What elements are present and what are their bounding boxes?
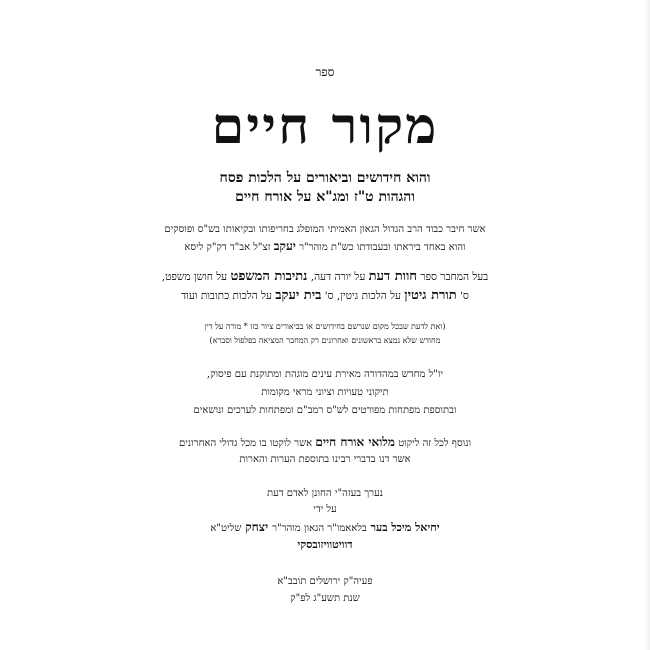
books-line-1-mid: על יורה דעה, xyxy=(310,271,366,283)
editor-name: יחיאל מיכל בער xyxy=(370,521,440,534)
books-line-1-pre: בעל המחבר ספר xyxy=(420,271,489,283)
books-line-2-mid: על הלכות גיטין, ס' xyxy=(324,290,401,302)
arranged-line-3-mid: בלאאמו"ר הגאון מוהר"ר xyxy=(272,523,367,534)
books-line-2-pre: ס' xyxy=(460,290,469,302)
publication-place: פעיה"ק ירושלים תובב"א xyxy=(277,576,373,587)
book-title: מקור חיים xyxy=(211,96,439,155)
book-torat-gittin: תורת גיטין xyxy=(404,288,457,303)
book-miluei-orach-chaim: מלואי אורח חיים xyxy=(315,435,396,449)
books-line-1-post: על חושן משפט, xyxy=(161,271,228,283)
author-line-1: אשר חיבר כבוד הרב הגדול הגאון האמיתי המופלג בחריפותו ובקיאותו בש"ס ופוסקים xyxy=(164,224,486,235)
author-line-2-pre: והוא באחד ביראתו ובעבודתו כש"ת מוהר"ר xyxy=(299,242,466,253)
edition-line-3: ובתוספת מפתחות מפורטים לש"ס רמב"ם ומפתחות לערכים ונושאים xyxy=(193,405,457,416)
note-line-2: מחודש שלא נמצא בראשונים ואחרונים רק המחבר המציאה בפלפול וסברא) xyxy=(209,336,441,345)
book-chavot-daat: חוות דעת xyxy=(368,269,417,284)
subtitle-line-2: והגהות ט"ז ומג"א על אורח חיים xyxy=(235,189,415,205)
addition-line-2: אשר דנו בדברי רבינו בתוספת הערות והארות xyxy=(239,454,411,465)
subtitle-line-1: והוא חידושים וביאורים על הלכות פסח xyxy=(219,170,431,186)
addition-line-1-pre: ונוסף לכל זה ליקוט xyxy=(398,438,472,449)
books-line-2-post: על הלכות כתובות ועוד xyxy=(181,290,272,302)
books-line-1 xyxy=(0,270,650,284)
author-name: יעקב xyxy=(273,239,296,253)
edition-line-2: תיקוני טעויות וציוני מראי מקומות xyxy=(261,387,389,398)
edition-line-1: יו"ל מחדש במהדורה מאירת עינים מוגהת ומתוקנת עם פיסוק, xyxy=(206,369,444,380)
book-beit-yaakov: בית יעקב xyxy=(275,288,322,303)
author-line-2-post: זצ"ל אב"ד דק"ק ליסא xyxy=(184,242,271,253)
publication-year: שנת תשע"ג לפ"ק xyxy=(290,593,360,604)
arranged-line-3 xyxy=(0,521,650,534)
editor-surname: דוויטוויזובסקי xyxy=(297,538,353,551)
arranged-line-2: על ידי xyxy=(313,504,337,515)
books-line-2 xyxy=(0,289,650,303)
note-line-1: (ואת לדעת שבכל מקום שנרשם בחידושים או בביאורים ציור כזו * מורה על דין xyxy=(204,322,446,331)
sefer-label: ספר xyxy=(315,65,335,79)
addition-line-1-post: אשר לוקטו בו מכל גדולי האחרונים xyxy=(178,438,313,449)
editor-father-name: יצחק xyxy=(245,520,269,534)
addition-line-1 xyxy=(0,436,650,449)
author-line-2 xyxy=(0,240,650,253)
arranged-line-3-post: שליט"א xyxy=(210,523,242,534)
arranged-line-1: נערך בעזה"י החונן לאדם דעת xyxy=(266,488,383,499)
book-netivot-hamishpat: נתיבות המשפט xyxy=(230,269,308,284)
